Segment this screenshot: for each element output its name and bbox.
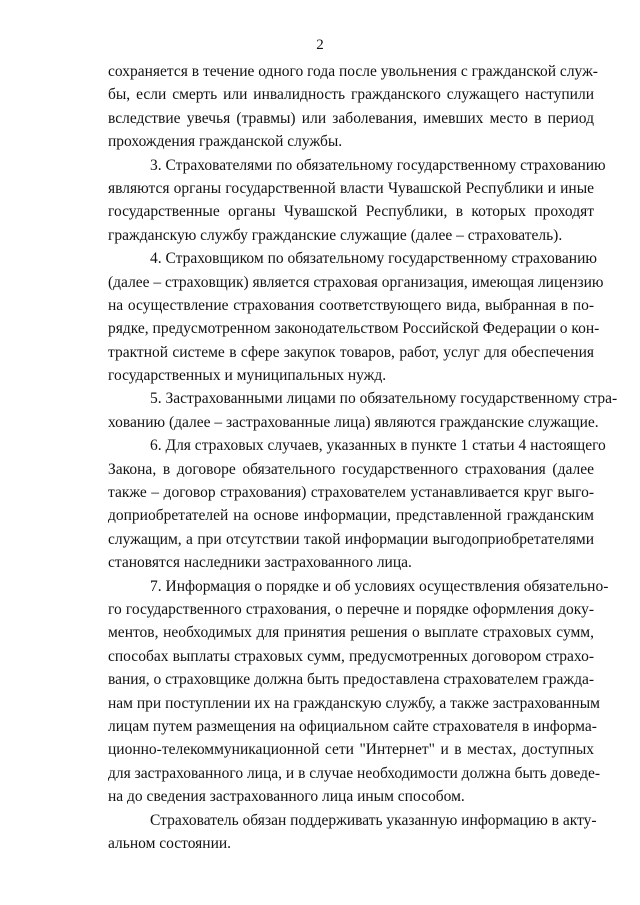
text-line: для застрахованного лица, и в случае необходимости должна быть доведе- xyxy=(108,764,601,782)
text-line: Страхователь обязан поддерживать указанную информацию в акту- xyxy=(150,811,597,829)
text-line: сохраняется в течение одного года после увольнения с гражданской служ- xyxy=(108,63,598,80)
text-line: 5. Застрахованными лицами по обязательному государственному стра- xyxy=(150,390,618,408)
text-line: на осуществление страхования соответствующего вида, выбранная в по- xyxy=(108,296,594,314)
paragraph xyxy=(108,387,618,434)
paragraph xyxy=(108,247,604,387)
paragraph xyxy=(108,575,609,809)
text-line: вания, о страховщике должна быть предоставлена страхователем гражда- xyxy=(108,671,594,689)
text-line: 6. Для страховых случаев, указанных в пункте 1 статьи 4 настоящего xyxy=(150,437,606,455)
text-line: нам при поступлении их на гражданскую службу, а также застрахованным xyxy=(108,694,600,712)
text-line: являются органы государственной власти Чувашской Республики и иные xyxy=(108,179,594,197)
text-line: вследствие увечья (травмы) или заболевания, имевших место в период xyxy=(108,109,594,127)
text-line: ционно-телекоммуникационной сети "Интернет" и в местах, доступных xyxy=(108,741,594,759)
text-line: альном состоянии. xyxy=(108,834,232,852)
paragraph xyxy=(108,809,597,856)
text-line: го государственного страхования, о перечне и порядке оформления доку- xyxy=(108,600,594,618)
text-line: также – договор страхования) страхователем устанавливается круг выго- xyxy=(108,484,594,502)
paragraph xyxy=(108,434,606,574)
text-line: ментов, необходимых для принятия решения о выплате страховых сумм, xyxy=(108,624,594,642)
text-line: государственных и муниципальных нужд. xyxy=(108,367,387,385)
text-line: государственные органы Чувашской Республики, в которых проходят xyxy=(108,203,594,221)
page-number: 2 xyxy=(316,37,324,53)
text-line: рядке, предусмотренном законодательством Российской Федерации о кон- xyxy=(108,320,600,338)
text-line: на до сведения застрахованного лица иным способом. xyxy=(108,788,465,806)
text-line: гражданскую службу гражданские служащие (далее – страхователь). xyxy=(108,226,563,244)
text-line: служащим, а при отсутствии такой информации выгодоприобретателями xyxy=(108,530,594,548)
text-line: Закона, в договоре обязательного государственного страхования (далее xyxy=(108,460,594,478)
text-line: хованию (далее – застрахованные лица) являются гражданские служащие. xyxy=(108,413,599,431)
text-line: доприобретателей на основе информации, представленной гражданским xyxy=(108,507,594,525)
document-body xyxy=(108,60,618,855)
paragraph xyxy=(108,60,598,154)
text-line: трактной системе в сфере закупок товаров, работ, услуг для обеспечения xyxy=(108,343,594,361)
paragraph xyxy=(108,154,606,248)
text-line: прохождения гражданской службы. xyxy=(108,133,343,151)
text-line: 7. Информация о порядке и об условиях осуществления обязательно- xyxy=(150,577,609,595)
text-line: 4. Страховщиком по обязательному государственному страхованию xyxy=(150,250,597,268)
text-line: бы, если смерть или инвалидность гражданского служащего наступили xyxy=(108,86,594,104)
text-line: способах выплаты страховых сумм, предусмотренных договором страхо- xyxy=(108,647,594,665)
text-line: становятся наследники застрахованного лица. xyxy=(108,554,412,572)
text-line: (далее – страховщик) является страховая организация, имеющая лицензию xyxy=(108,273,604,291)
text-line: 3. Страхователями по обязательному государственному страхованию xyxy=(150,156,606,174)
text-line: лицам путем размещения на официальном сайте страхователя в информа- xyxy=(108,717,597,735)
